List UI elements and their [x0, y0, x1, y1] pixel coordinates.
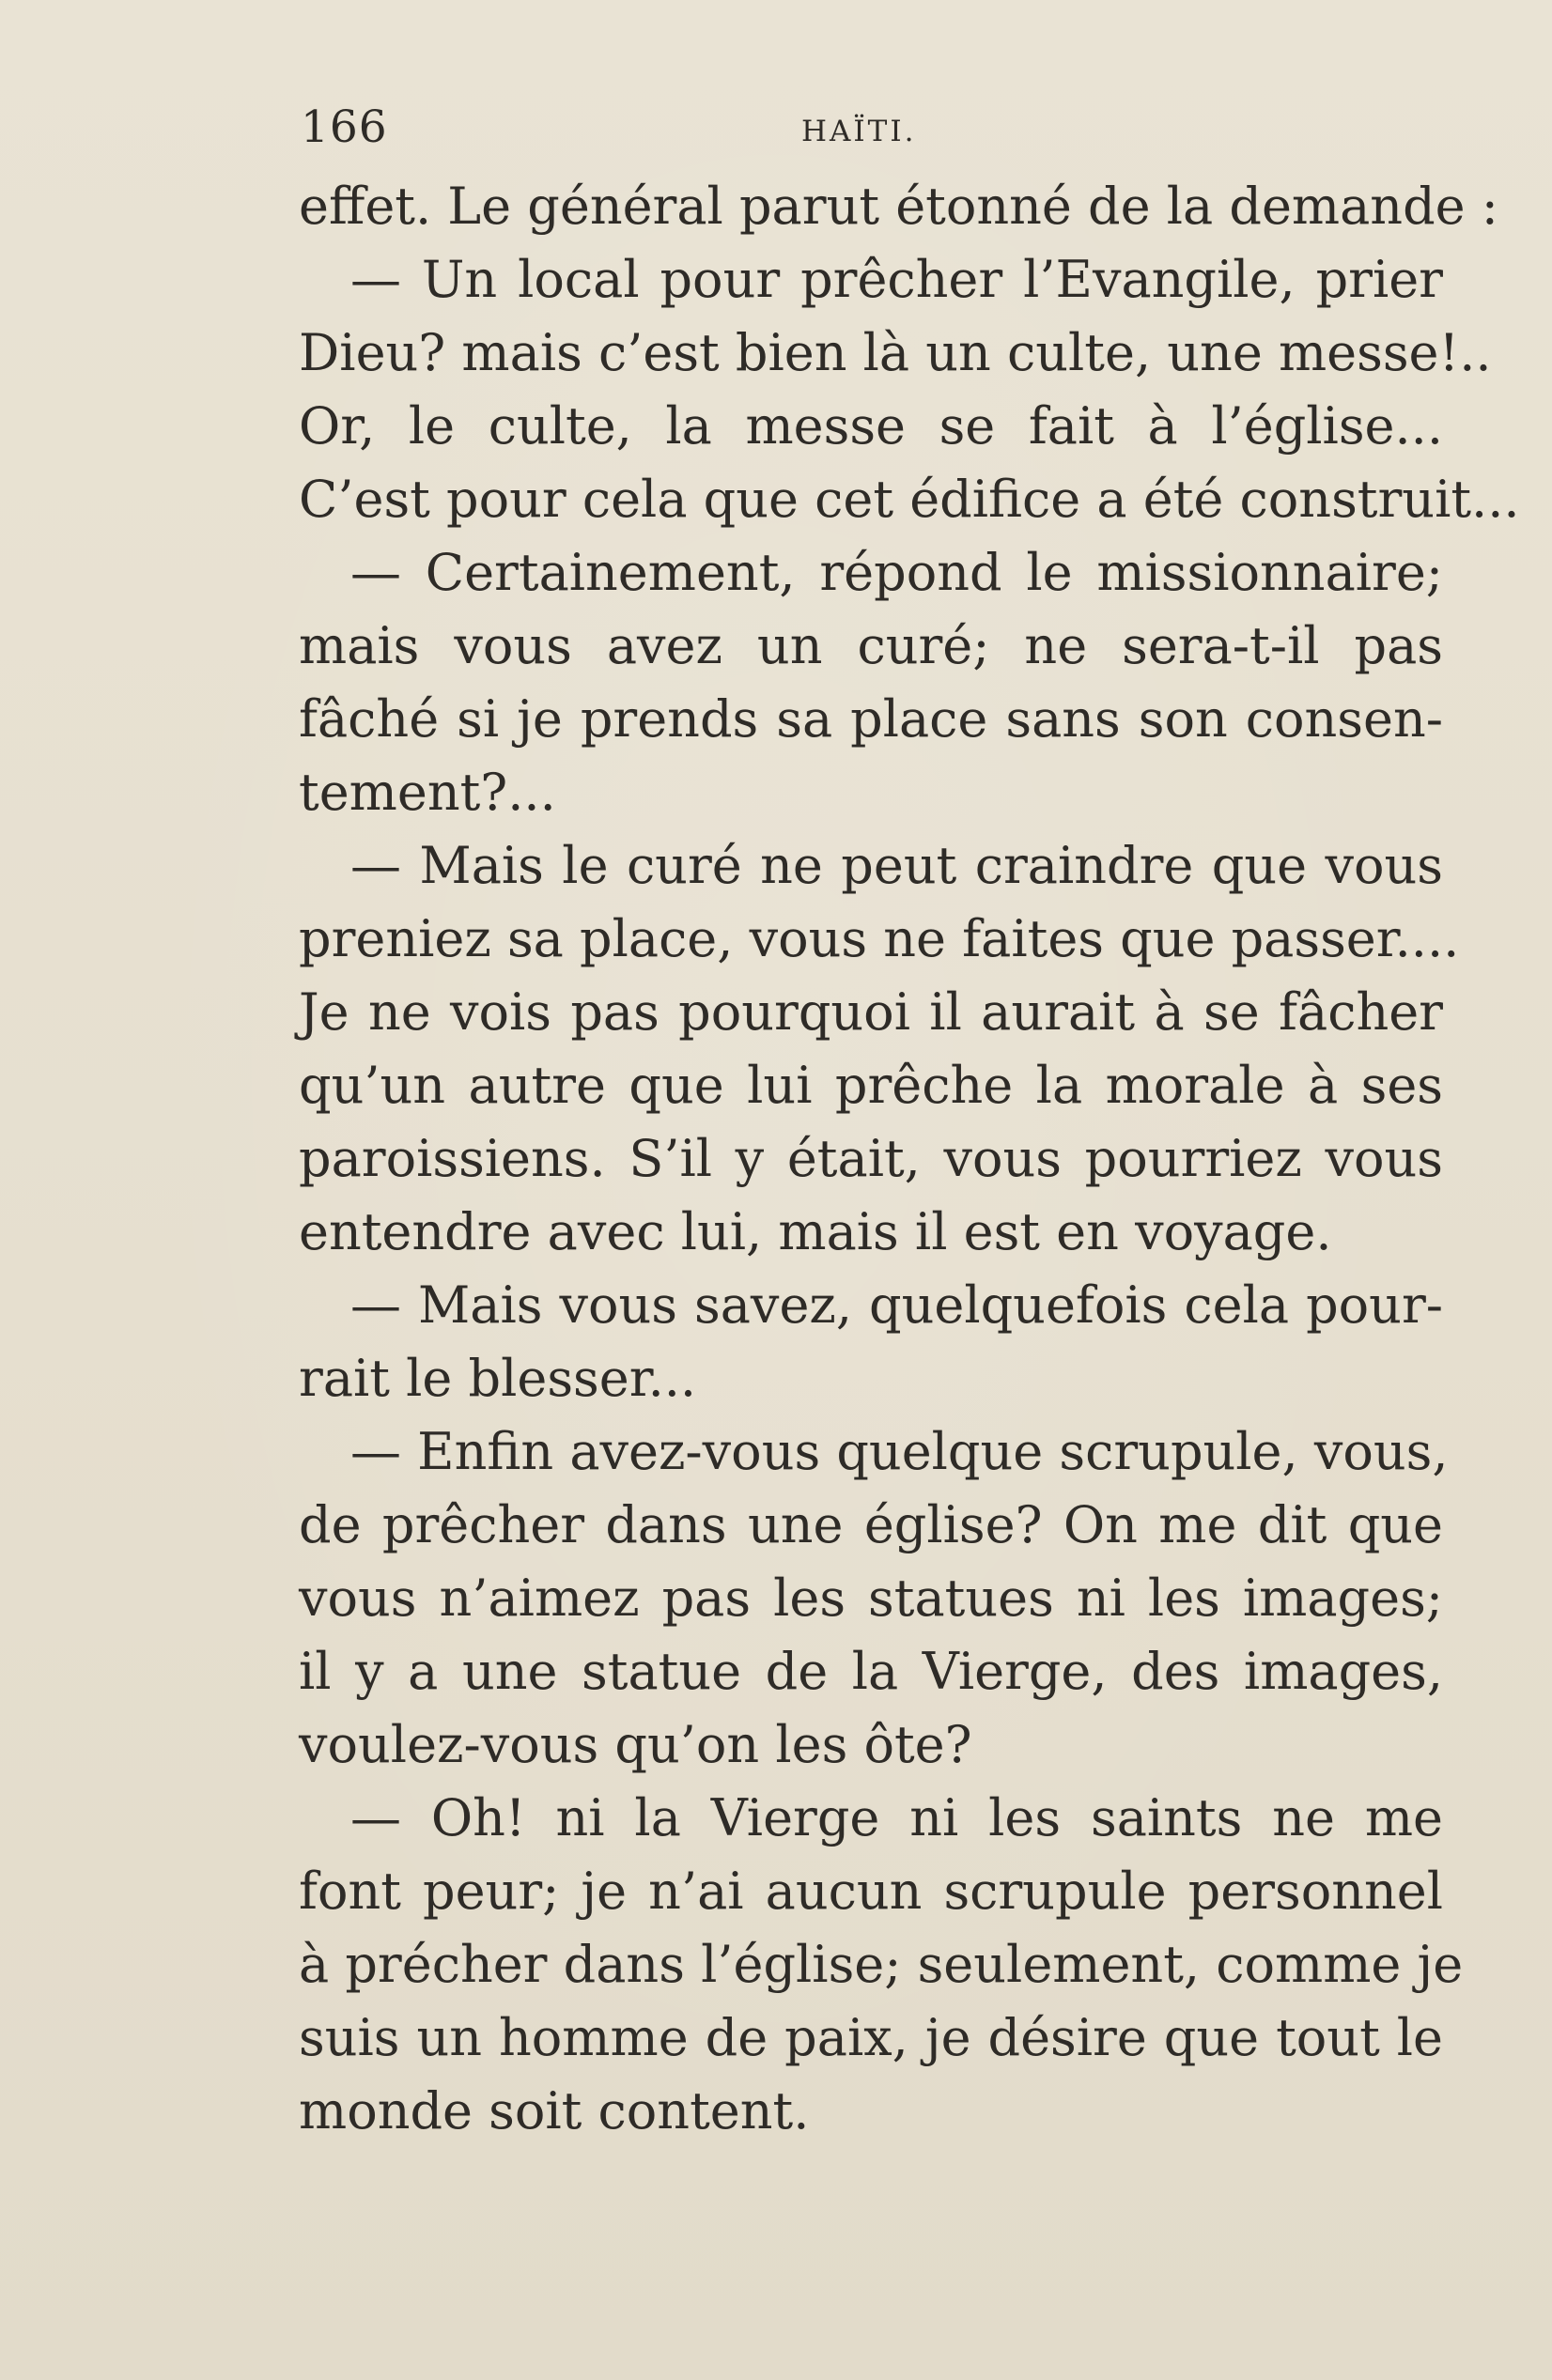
- running-title: HAÏTI.: [801, 115, 917, 148]
- text-line: suis un homme de paix, je désire que tout le: [299, 2008, 1443, 2067]
- page-number: 166: [301, 101, 388, 153]
- text-line: monde soit content.: [299, 2081, 810, 2140]
- body-text: [299, 170, 1520, 2148]
- text-line: — Enfin avez-vous quelque scrupule, vous,: [350, 1422, 1449, 1481]
- text-line: effet. Le général parut étonné de la demande :: [299, 177, 1498, 236]
- text-line: mais vous avez un curé; ne sera-t-il pas: [299, 616, 1443, 675]
- text-line: entendre avec lui, mais il est en voyage.: [299, 1202, 1332, 1261]
- text-line: voulez-vous qu’on les ôte?: [299, 1715, 972, 1774]
- text-line: Je ne vois pas pourquoi il aurait à se fâcher: [299, 982, 1443, 1042]
- text-line: font peur; je n’ai aucun scrupule personnel: [299, 1862, 1443, 1921]
- text-line: qu’un autre que lui prêche la morale à ses: [299, 1056, 1443, 1115]
- text-line: de prêcher dans une église? On me dit que: [299, 1495, 1443, 1554]
- text-line: preniez sa place, vous ne faites que passer....: [299, 909, 1460, 968]
- text-line: — Mais le curé ne peut craindre que vous: [350, 836, 1443, 895]
- text-line: à précher dans l’église; seulement, comme je: [299, 1935, 1464, 1994]
- text-line: fâché si je prends sa place sans son consen-: [299, 689, 1443, 749]
- text-line: Dieu? mais c’est bien là un culte, une messe!..: [299, 323, 1492, 382]
- text-line: tement?...: [299, 763, 556, 822]
- text-line: paroissiens. S’il y était, vous pourriez vous: [299, 1129, 1443, 1188]
- text-line: C’est pour cela que cet édifice a été construit...: [299, 470, 1520, 529]
- text-line: il y a une statue de la Vierge, des images,: [299, 1642, 1443, 1701]
- text-line: — Un local pour prêcher l’Evangile, prier: [350, 250, 1443, 309]
- text-line: Or, le culte, la messe se fait à l’église...: [299, 396, 1443, 456]
- text-line: — Certainement, répond le missionnaire;: [350, 543, 1443, 602]
- text-line: — Mais vous savez, quelquefois cela pour-: [350, 1275, 1443, 1335]
- text-line: — Oh! ni la Vierge ni les saints ne me: [350, 1788, 1443, 1847]
- running-head: [299, 92, 1443, 158]
- text-line: rait le blesser...: [299, 1349, 697, 1408]
- text-line: vous n’aimez pas les statues ni les images;: [299, 1569, 1443, 1628]
